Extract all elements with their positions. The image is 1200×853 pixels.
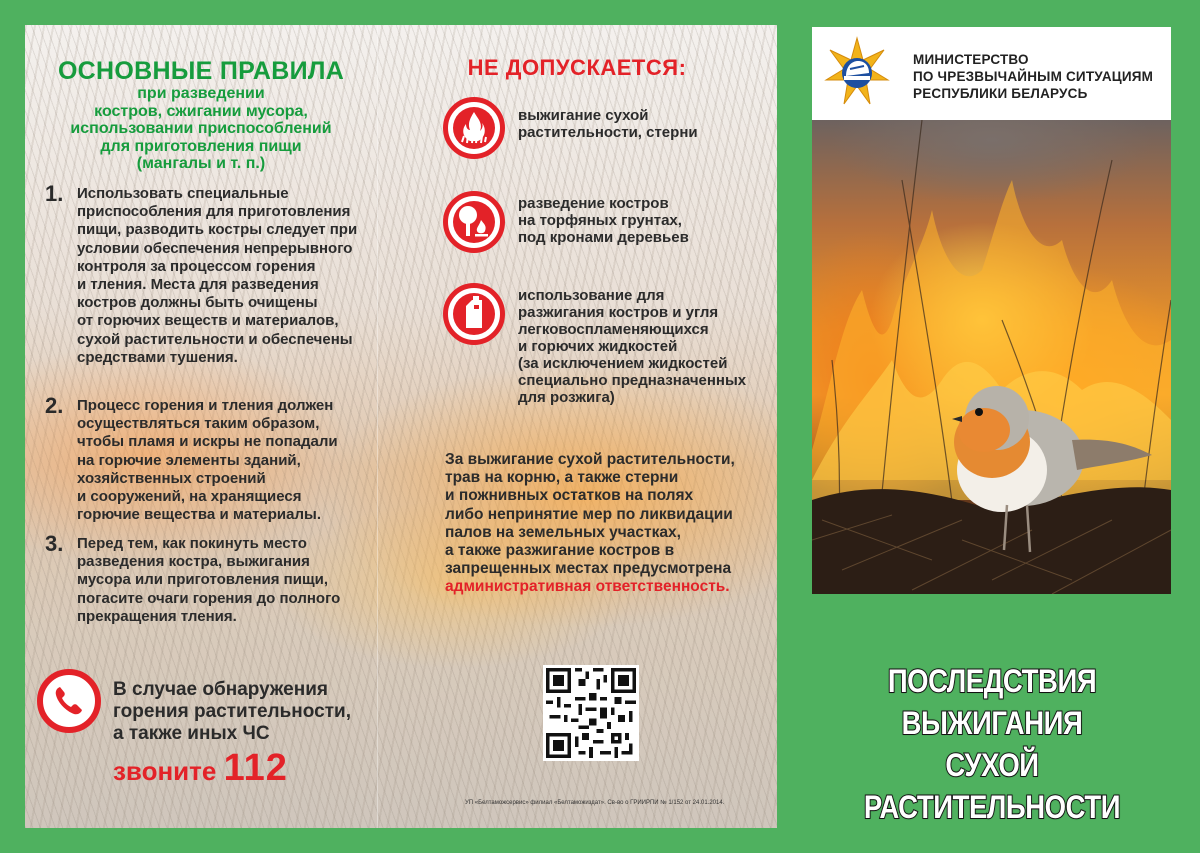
prohibited-text bbox=[518, 195, 758, 246]
ministry-line: ПО ЧРЕЗВЫЧАЙНЫМ СИТУАЦИЯМ bbox=[913, 69, 1154, 84]
rules-title: ОСНОВНЫЕ ПРАВИЛА bbox=[57, 57, 345, 85]
rules-subtitle-line: для приготовления пищи bbox=[100, 137, 302, 155]
prohibited-text bbox=[518, 107, 758, 141]
prohibited-line: специально предназначенных bbox=[518, 372, 747, 389]
rule-line: разведения костра, выжигания bbox=[77, 553, 310, 571]
rule-line: чтобы пламя и искры не попадали bbox=[77, 433, 338, 451]
rule-line: горючие вещества и материалы. bbox=[77, 506, 321, 524]
rule-line: Перед тем, как покинуть место bbox=[77, 535, 307, 552]
call-label: звоните bbox=[113, 756, 217, 786]
ministry-line: МИНИСТЕРСТВО bbox=[913, 52, 1029, 67]
rule-text bbox=[77, 185, 375, 367]
prohibited-title: НЕ ДОПУСКАЕТСЯ: bbox=[467, 55, 687, 80]
rule-number: 1. bbox=[45, 181, 64, 206]
phone-icon bbox=[37, 669, 101, 733]
rules-subtitle-line: костров, сжигании мусора, bbox=[94, 102, 308, 120]
rule-text bbox=[77, 535, 375, 626]
burning-grass-photo bbox=[812, 120, 1171, 594]
rule-line: на горючие элементы зданий, bbox=[77, 451, 301, 469]
ministry-name bbox=[913, 51, 1168, 102]
rule-line: мусора или приготовления пищи, bbox=[77, 571, 329, 589]
inside-spread bbox=[25, 25, 777, 828]
rule-line: Использовать специальные bbox=[77, 185, 289, 202]
liability-line: За выжигание сухой растительности, bbox=[445, 451, 735, 468]
rule-line: сухой растительности и обеспечены bbox=[77, 330, 353, 348]
rule-line: условии обеспечения непрерывного bbox=[77, 239, 353, 257]
rule-line: погасите очаги горения до полного bbox=[77, 589, 341, 607]
rule-line: и тления. Места для разведения bbox=[77, 276, 319, 294]
burning-grass-icon bbox=[443, 97, 505, 159]
rule-number: 3. bbox=[45, 531, 64, 556]
prohibited-line: и горючих жидкостей bbox=[518, 338, 678, 355]
emergency-line: горения растительности, bbox=[113, 701, 351, 722]
cover-title bbox=[818, 660, 1165, 828]
rule-line: приспособления для приготовления bbox=[77, 203, 351, 221]
emergency-line: В случае обнаружения bbox=[113, 679, 328, 700]
liability-line: трав на корню, а также стерни bbox=[445, 469, 679, 487]
rules-subtitle-line: (мангалы и т. п.) bbox=[136, 155, 266, 172]
qr-code[interactable] bbox=[543, 665, 639, 761]
prohibited-line: на торфяных грунтах, bbox=[518, 212, 682, 229]
mchs-emblem-icon bbox=[824, 36, 890, 110]
rule-line: от горючих веществ и материалов, bbox=[77, 312, 339, 330]
ministry-line: РЕСПУБЛИКИ БЕЛАРУСЬ bbox=[913, 86, 1088, 101]
prohibited-line: под кронами деревьев bbox=[518, 229, 689, 246]
prohibited-line: разжигания костров и угля bbox=[518, 304, 719, 321]
fuel-canister-icon bbox=[443, 283, 505, 345]
prohibited-line: легковоспламеняющихся bbox=[518, 321, 709, 338]
cover-title-line: ПОСЛЕДСТВИЯ ВЫЖИГАНИЯ bbox=[887, 663, 1097, 741]
campfire-under-tree-icon bbox=[443, 191, 505, 253]
prohibited-line: выжигание сухой bbox=[518, 107, 649, 124]
prohibited-line: (за исключением жидкостей bbox=[518, 355, 728, 372]
rule-line: хозяйственных строений bbox=[77, 469, 266, 487]
rule-line: средствами тушения. bbox=[77, 348, 238, 366]
prohibited-line: для розжига) bbox=[518, 389, 615, 406]
liability-notice bbox=[445, 451, 775, 597]
rules-subtitle-line: при разведении bbox=[137, 85, 265, 102]
rules-subtitle bbox=[25, 85, 377, 173]
rules-panel bbox=[25, 25, 377, 828]
liability-line: а также разжигание костров в bbox=[445, 542, 675, 560]
rules-subtitle-line: использовании приспособлений bbox=[70, 120, 332, 137]
prohibited-line: растительности, стерни bbox=[518, 124, 698, 141]
liability-line: запрещенных местах предусмотрена bbox=[445, 560, 732, 578]
rule-line: прекращения тления. bbox=[77, 607, 237, 625]
liability-line: и пожнивных остатков на полях bbox=[445, 487, 694, 505]
prohibited-text bbox=[518, 287, 758, 406]
rule-number: 2. bbox=[45, 393, 64, 418]
liability-line: либо непринятие мер по ликвидации bbox=[445, 505, 733, 523]
rule-line: и сооружений, на хранящиеся bbox=[77, 488, 302, 506]
call-instruction bbox=[113, 747, 288, 790]
emergency-number: 112 bbox=[223, 747, 288, 789]
cover-title-line: СУХОЙ РАСТИТЕЛЬНОСТИ bbox=[863, 747, 1121, 825]
emergency-message bbox=[113, 679, 373, 745]
print-imprint: УП «Белтаможсервис» филиал «Белтаможиздат». Св-во о ГРИИРПИ № 1/152 от 24.01.2014. bbox=[465, 800, 725, 806]
prohibited-line: разведение костров bbox=[518, 195, 669, 212]
rule-line: костров должны быть очищены bbox=[77, 294, 318, 312]
ministry-header bbox=[812, 27, 1171, 120]
liability-emphasis: административная ответственность. bbox=[445, 578, 730, 596]
rule-line: Процесс горения и тления должен bbox=[77, 397, 334, 414]
rule-line: контроля за процессом горения bbox=[77, 257, 316, 275]
rule-line: осуществляться таким образом, bbox=[77, 415, 320, 433]
prohibited-line: использование для bbox=[518, 287, 665, 304]
emergency-line: а также иных ЧС bbox=[113, 723, 270, 744]
rule-line: пищи, разводить костры следует при bbox=[77, 221, 358, 239]
liability-line: палов на земельных участках, bbox=[445, 523, 681, 541]
rule-text bbox=[77, 397, 375, 524]
